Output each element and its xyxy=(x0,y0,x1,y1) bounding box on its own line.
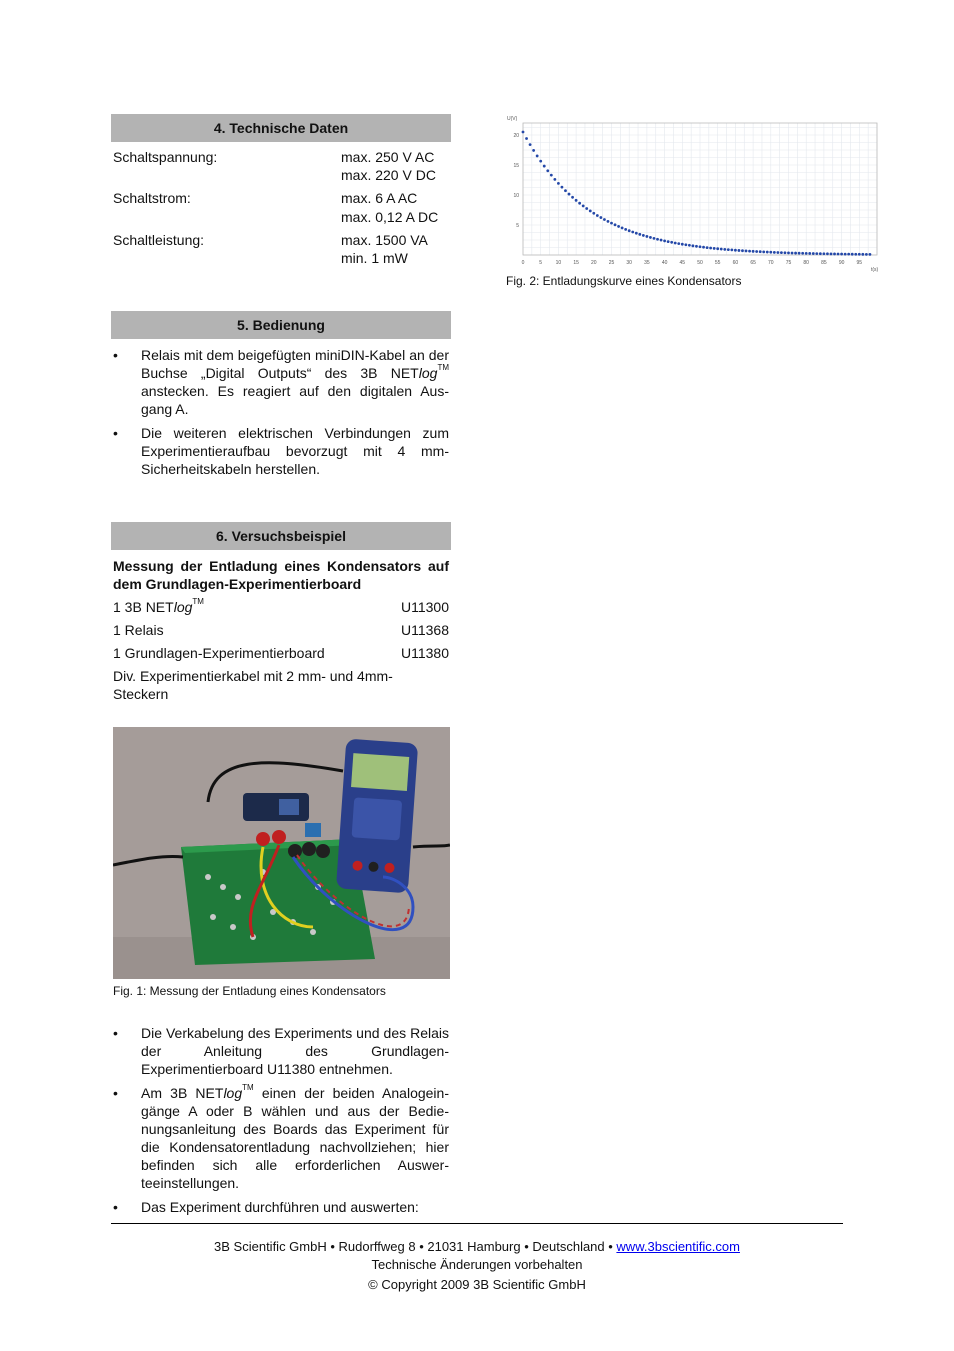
data-point xyxy=(794,252,797,255)
data-point xyxy=(539,160,542,163)
tech-label: Schaltspannung: xyxy=(113,149,218,165)
data-point xyxy=(826,252,829,255)
data-point xyxy=(720,248,723,251)
data-point xyxy=(730,249,733,252)
data-point xyxy=(575,199,578,202)
data-point xyxy=(755,250,758,253)
data-point xyxy=(557,182,560,185)
data-point xyxy=(745,250,748,253)
bullet-icon: • xyxy=(113,425,118,441)
data-point xyxy=(585,207,588,210)
data-point xyxy=(713,247,716,250)
website-link[interactable]: www.3bscientific.com xyxy=(616,1239,740,1254)
x-tick-label: 95 xyxy=(856,260,863,266)
y-tick-label: 5 xyxy=(516,223,519,229)
data-point xyxy=(589,210,592,213)
data-point xyxy=(522,131,525,134)
data-point xyxy=(631,231,634,234)
y-axis-label: U(V) xyxy=(507,116,518,122)
trademark: TM xyxy=(192,597,204,606)
equipment-code: U11368 xyxy=(400,622,449,638)
x-tick-label: 15 xyxy=(573,260,579,266)
tech-value: max. 250 V AC xyxy=(341,149,435,165)
data-point xyxy=(815,252,818,255)
tech-row xyxy=(113,189,449,225)
data-point xyxy=(748,250,751,253)
figure-caption: Fig. 1: Messung der Entladung eines Kondensators xyxy=(113,984,386,998)
x-tick-label: 0 xyxy=(521,260,525,266)
experiment-photo-illustration xyxy=(113,727,450,979)
data-point xyxy=(752,250,755,253)
data-point xyxy=(646,235,649,238)
data-point xyxy=(851,253,854,256)
data-point xyxy=(784,251,787,254)
data-point xyxy=(564,189,567,192)
data-point xyxy=(660,239,663,242)
bullet-icon: • xyxy=(113,1085,118,1101)
bullet-icon: • xyxy=(113,1025,118,1041)
tech-value: max. 0,12 A DC xyxy=(341,209,439,225)
data-point xyxy=(582,205,585,208)
data-point xyxy=(621,227,624,230)
data-point xyxy=(684,243,687,246)
tech-label: Schaltstrom: xyxy=(113,190,191,206)
data-point xyxy=(553,178,556,181)
list-item xyxy=(113,424,449,478)
text-part: log xyxy=(223,1085,243,1101)
data-point xyxy=(723,248,726,251)
data-point xyxy=(536,155,539,158)
data-point xyxy=(858,253,861,256)
list-item-text xyxy=(141,346,449,418)
y-tick-label: 10 xyxy=(513,193,519,199)
text-part: anstecken. Es reagiert auf den digitalen Aus-gang A. xyxy=(141,383,449,417)
data-point xyxy=(773,251,776,254)
list-item-text xyxy=(141,1084,449,1192)
data-point xyxy=(734,249,737,252)
data-point xyxy=(543,165,546,168)
tech-value: max. 1500 VA xyxy=(341,232,428,248)
x-tick-label: 80 xyxy=(803,260,809,266)
data-point xyxy=(568,193,571,196)
x-tick-label: 70 xyxy=(768,260,774,266)
data-point xyxy=(649,236,652,239)
bullet-icon: • xyxy=(113,347,118,363)
tech-value: min. 1 mW xyxy=(341,250,408,266)
data-point xyxy=(599,216,602,219)
data-point xyxy=(709,247,712,250)
data-point xyxy=(861,253,864,256)
list-item xyxy=(113,1084,449,1192)
x-tick-label: 30 xyxy=(626,260,632,266)
x-tick-label: 5 xyxy=(539,260,543,266)
tech-row xyxy=(113,148,449,184)
tech-label: Schaltleistung: xyxy=(113,232,205,248)
figure-caption: Fig. 2: Entladungskurve eines Kondensators xyxy=(506,274,742,288)
data-point xyxy=(759,250,762,253)
data-point xyxy=(571,196,574,199)
text-part: Relais mit dem beigefügten miniDIN-Kabel an der Buchse „Digital Outputs“ des 3B NET xyxy=(141,347,449,381)
data-point xyxy=(787,251,790,254)
equipment-code: U11380 xyxy=(400,645,449,661)
x-axis-label: t(s) xyxy=(871,267,879,273)
data-point xyxy=(819,252,822,255)
x-tick-label: 55 xyxy=(714,260,721,266)
data-point xyxy=(727,248,730,251)
data-point xyxy=(681,243,684,246)
data-point xyxy=(798,252,801,255)
data-point xyxy=(869,253,872,256)
data-point xyxy=(656,238,659,241)
data-point xyxy=(529,143,532,146)
cables-text: Div. Experimentierkabel mit 2 mm- und 4mm-Steckern xyxy=(113,668,393,702)
data-point xyxy=(603,218,606,221)
x-tick-label: 85 xyxy=(821,260,827,266)
x-tick-label: 40 xyxy=(661,260,668,266)
list-item-text: Das Experiment durchführen und auswerten: xyxy=(141,1199,419,1215)
section-heading-versuchsbeispiel: 6. Versuchsbeispiel xyxy=(111,522,451,550)
data-point xyxy=(801,252,804,255)
data-point xyxy=(663,239,666,242)
x-tick-label: 10 xyxy=(555,260,562,266)
equipment-row xyxy=(113,644,449,662)
data-point xyxy=(674,242,677,245)
data-point xyxy=(812,252,815,255)
tech-value: max. 220 V DC xyxy=(341,167,436,183)
data-point xyxy=(561,186,564,189)
x-tick-label: 25 xyxy=(608,260,615,266)
tech-row xyxy=(113,231,449,267)
list-item xyxy=(113,1024,449,1078)
list-item xyxy=(113,1198,449,1216)
experiment-title: Messung der Entladung eines Kondensators auf dem Grundlagen-Experimentierboard xyxy=(113,558,449,592)
data-point xyxy=(865,253,868,256)
data-point xyxy=(670,241,673,244)
x-tick-label: 65 xyxy=(750,260,756,266)
equipment-code: U11300 xyxy=(400,599,449,615)
discharge-chart xyxy=(505,113,879,273)
y-tick-label: 15 xyxy=(513,163,519,169)
text-part: einen der beiden Analogein-gänge A oder B wählen und aus der Bedie-nungsanleitung des Boards das Experiment für die Kondensatorentladung nachvollziehen; hier befinden sich alle erforderlichen Auswer-teeinstellungen. xyxy=(141,1085,449,1191)
experiment-photo xyxy=(113,727,450,979)
data-point xyxy=(840,253,843,256)
data-point xyxy=(766,251,769,254)
data-point xyxy=(578,202,581,205)
data-point xyxy=(688,244,691,247)
text-part: Am 3B NET xyxy=(141,1085,224,1101)
data-point xyxy=(667,240,670,243)
data-point xyxy=(532,149,535,152)
text-part: log xyxy=(418,365,438,381)
section-heading-technische-daten: 4. Technische Daten xyxy=(111,114,451,142)
data-point xyxy=(525,137,528,140)
data-point xyxy=(628,229,631,232)
data-point xyxy=(642,234,645,237)
data-point xyxy=(791,252,794,255)
data-point xyxy=(653,237,656,240)
data-point xyxy=(844,253,847,256)
data-point xyxy=(808,252,811,255)
footer-line-2: Technische Änderungen vorbehalten xyxy=(371,1257,583,1272)
data-point xyxy=(677,242,680,245)
footer-line-1 xyxy=(111,1238,843,1256)
section-heading-bedienung: 5. Bedienung xyxy=(111,311,451,339)
data-point xyxy=(699,245,702,248)
data-point xyxy=(823,252,826,255)
x-tick-label: 60 xyxy=(732,260,739,266)
data-point xyxy=(741,249,744,252)
data-point xyxy=(638,233,641,236)
y-tick-label: 20 xyxy=(513,133,519,139)
footer-divider xyxy=(111,1223,843,1224)
data-point xyxy=(692,244,695,247)
data-point xyxy=(854,253,857,256)
data-point xyxy=(617,225,620,228)
equipment-name: 1 Relais xyxy=(113,622,164,638)
data-point xyxy=(607,220,610,223)
data-point xyxy=(780,251,783,254)
data-point xyxy=(695,245,698,248)
data-point xyxy=(596,214,599,217)
data-point xyxy=(805,252,808,255)
equipment-row xyxy=(113,621,449,639)
data-point xyxy=(610,222,613,225)
bullet-icon: • xyxy=(113,1199,118,1215)
list-item-text: Die weiteren elektrischen Verbindungen zum Experimentieraufbau bevorzugt mit 4 mm-Sicherheitskabeln herstellen. xyxy=(141,425,449,477)
data-point xyxy=(776,251,779,254)
data-point xyxy=(837,253,840,256)
footer-line-3: © Copyright 2009 3B Scientific GmbH xyxy=(368,1277,586,1292)
trademark: TM xyxy=(242,1083,254,1092)
text-part: 1 3B NET xyxy=(113,599,174,615)
data-point xyxy=(847,253,850,256)
equipment-name xyxy=(113,598,204,616)
data-point xyxy=(702,246,705,249)
x-tick-label: 90 xyxy=(838,260,845,266)
equipment-name: 1 Grundlagen-Experimentierboard xyxy=(113,645,325,661)
data-point xyxy=(592,212,595,215)
footer-text: 3B Scientific GmbH • Rudorffweg 8 • 21031 Hamburg • Deutschland • xyxy=(214,1239,617,1254)
data-point xyxy=(546,169,549,172)
data-point xyxy=(762,250,765,253)
data-point xyxy=(716,247,719,250)
data-point xyxy=(830,252,833,255)
data-point xyxy=(769,251,772,254)
list-item-text: Die Verkabelung des Experiments und des Relais der Anleitung des Grundlagen-Experimentierboard U11380 entnehmen. xyxy=(141,1025,449,1077)
data-point xyxy=(614,223,617,226)
data-point xyxy=(738,249,741,252)
data-point xyxy=(706,246,709,249)
x-tick-label: 50 xyxy=(697,260,703,266)
data-point xyxy=(550,174,553,177)
data-point xyxy=(635,232,638,235)
trademark: TM xyxy=(437,363,449,372)
data-point xyxy=(833,253,836,256)
x-tick-label: 75 xyxy=(785,260,792,266)
x-tick-label: 20 xyxy=(591,260,597,266)
x-tick-label: 35 xyxy=(644,260,650,266)
list-item xyxy=(113,346,449,418)
x-tick-label: 45 xyxy=(679,260,686,266)
equipment-row xyxy=(113,598,449,616)
tech-value: max. 6 A AC xyxy=(341,190,418,206)
text-part: log xyxy=(173,599,193,615)
discharge-chart-svg xyxy=(505,113,879,273)
data-point xyxy=(624,228,627,231)
